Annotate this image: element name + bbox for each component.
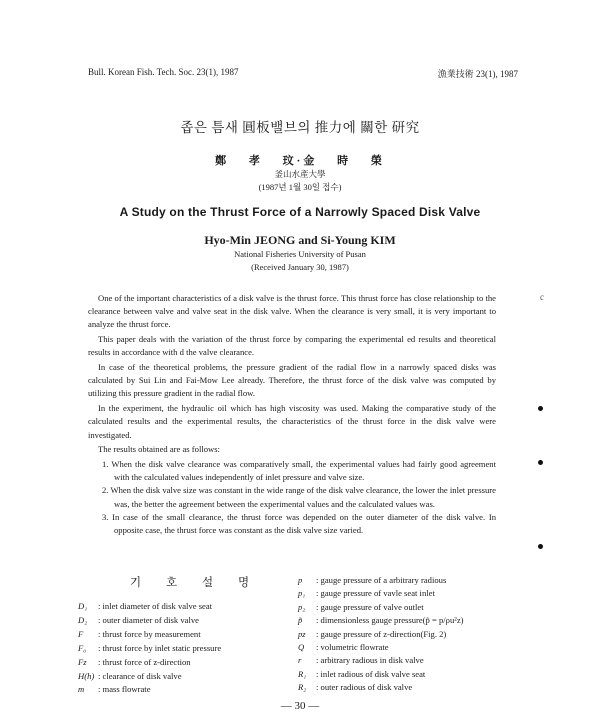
result-item: 3. In case of the small clearance, the thrust force was depended on the outer diameter of the disk valve. In opposite case, the thrust force was constant as the disk valve size varied. (102, 511, 496, 535)
symbol-description: : outer diameter of disk valve (98, 614, 199, 625)
result-item: 1. When the disk valve clearance was comparatively small, the experimental values had fairly good agreement with the calculated values independently of inlet pressure and valve size. (102, 458, 496, 483)
english-affiliation: National Fisheries University of Pusan (234, 249, 366, 259)
symbol-description: : outer radious of disk valve (316, 682, 413, 693)
results-list (88, 458, 496, 537)
symbol: Q (298, 642, 305, 653)
symbol-description: : volumetric flowrate (316, 642, 389, 653)
abstract-paragraph: In the experiment, the hydraulic oil which has high viscosity was used. Making the comparative study of the calculated results and the experimental results, the characteristics of the thrust force in the disk valve were investigated. (88, 403, 496, 440)
scan-dot-mark (538, 544, 543, 549)
nomenclature-row (78, 683, 221, 697)
nomenclature-row (298, 681, 464, 694)
page-number: — 30 — (280, 700, 320, 712)
symbol: R₁ (298, 668, 307, 679)
nomenclature-row (298, 654, 464, 667)
symbol-description: : gauge pressure of vavle seat inlet (316, 588, 435, 599)
english-title: A Study on the Thrust Force of a Narrowly Spaced Disk Valve (119, 205, 481, 219)
english-authors: Hyo-Min JEONG and Si-Young KIM (204, 233, 396, 247)
nomenclature-row (298, 601, 464, 614)
symbol: D₁ (78, 601, 88, 611)
symbol-description: : dimensionless gauge pressure(p̃ = p/ρu²z) (316, 615, 464, 626)
symbol-description: : gauge pressure of valve outlet (316, 601, 424, 612)
nomenclature-row (298, 587, 464, 600)
symbol: p₁ (298, 588, 306, 599)
korean-received-date: (1987년 1월 30일 접수) (258, 182, 342, 192)
abstract-paragraph: The results obtained are as follows: (98, 444, 220, 455)
abstract-paragraph: In case of the theoretical problems, the pressure gradient of the radial flow in a narrowly spaced disks was calculated by Sui Lin and Fai-Mow Lee already. Therefore, the thrust force of the disk valve was computed by utilizing this pressure gradient in the radial flow. (88, 362, 496, 399)
abstract-paragraph: One of the important characteristics of a disk valve is the thrust force. This thrust force has close relationship to the clearance between valve and valve seat in the disk valve. When the clearance is very small, it is very important to analyze the thrust force. (88, 293, 496, 330)
english-received-date: (Received January 30, 1987) (251, 262, 349, 272)
journal-header-korean: 漁業技術 23(1), 1987 (437, 69, 518, 79)
abstract (88, 292, 496, 537)
symbol-description: : arbitrary radious in disk valve (316, 655, 424, 666)
symbol-description: : thrust force of z-direction (98, 656, 191, 667)
scan-dot-mark (538, 460, 543, 465)
nomenclature-row (78, 670, 221, 684)
nomenclature-row (298, 628, 464, 641)
symbol: F₀ (78, 642, 87, 653)
korean-affiliation: 釜山水產大學 (274, 169, 326, 179)
symbol-description: : gauge pressure of z-direction(Fig. 2) (316, 628, 447, 639)
symbol: F (78, 628, 84, 639)
symbol: D₂ (78, 614, 88, 625)
symbol: m (78, 684, 85, 695)
symbol: p (298, 575, 303, 585)
symbol-description: : gauge pressure of a arbitrary radious (316, 575, 447, 585)
symbol: r (298, 655, 302, 666)
korean-authors: 鄭 孝 玟·金 時 榮 (215, 155, 385, 167)
nomenclature-left-column (78, 600, 221, 697)
symbol: R₂ (298, 682, 307, 693)
symbol: pz (298, 628, 306, 639)
journal-header-english: Bull. Korean Fish. Tech. Soc. 23(1), 1987 (88, 67, 239, 77)
symbol-description: : clearance of disk valve (98, 670, 182, 681)
abstract-paragraph: This paper deals with the variation of the thrust force by comparing the experimental ed results and theoretical results in accordance with d the valve clearance. (88, 334, 496, 358)
symbol-description: : inlet diameter of disk valve seat (98, 601, 213, 611)
nomenclature-row (78, 642, 221, 656)
scan-dot-mark (538, 406, 543, 411)
nomenclature-row (78, 600, 221, 614)
nomenclature-row (298, 614, 464, 627)
korean-title: 좁은 틈새 圓板밸브의 推力에 關한 研究 (180, 120, 420, 135)
symbol: Fz (78, 656, 87, 667)
nomenclature-row (78, 614, 221, 628)
nomenclature-heading: 기 호 설 명 (130, 577, 261, 589)
nomenclature-row (298, 668, 464, 681)
symbol-description: : inlet radious of disk valve seat (316, 668, 426, 679)
symbol-description: : thrust force by inlet static pressure (98, 642, 222, 653)
symbol: H(h) (78, 670, 95, 681)
nomenclature-right-column (298, 574, 464, 695)
result-item: 2. When the disk valve size was constant in the wide range of the disk valve clearance, the lower the inlet pressure was, the better the agreement between the experimental values and the calculated values was. (102, 485, 496, 509)
symbol: p₂ (298, 601, 306, 612)
margin-mark: c (540, 292, 544, 302)
nomenclature-row (298, 574, 464, 587)
nomenclature-row (78, 656, 221, 670)
symbol: p̃ (298, 615, 303, 626)
symbol-description: : thrust force by measurement (98, 628, 201, 639)
nomenclature-row (298, 641, 464, 654)
nomenclature-row (78, 628, 221, 642)
symbol-description: : mass flowrate (98, 684, 151, 695)
